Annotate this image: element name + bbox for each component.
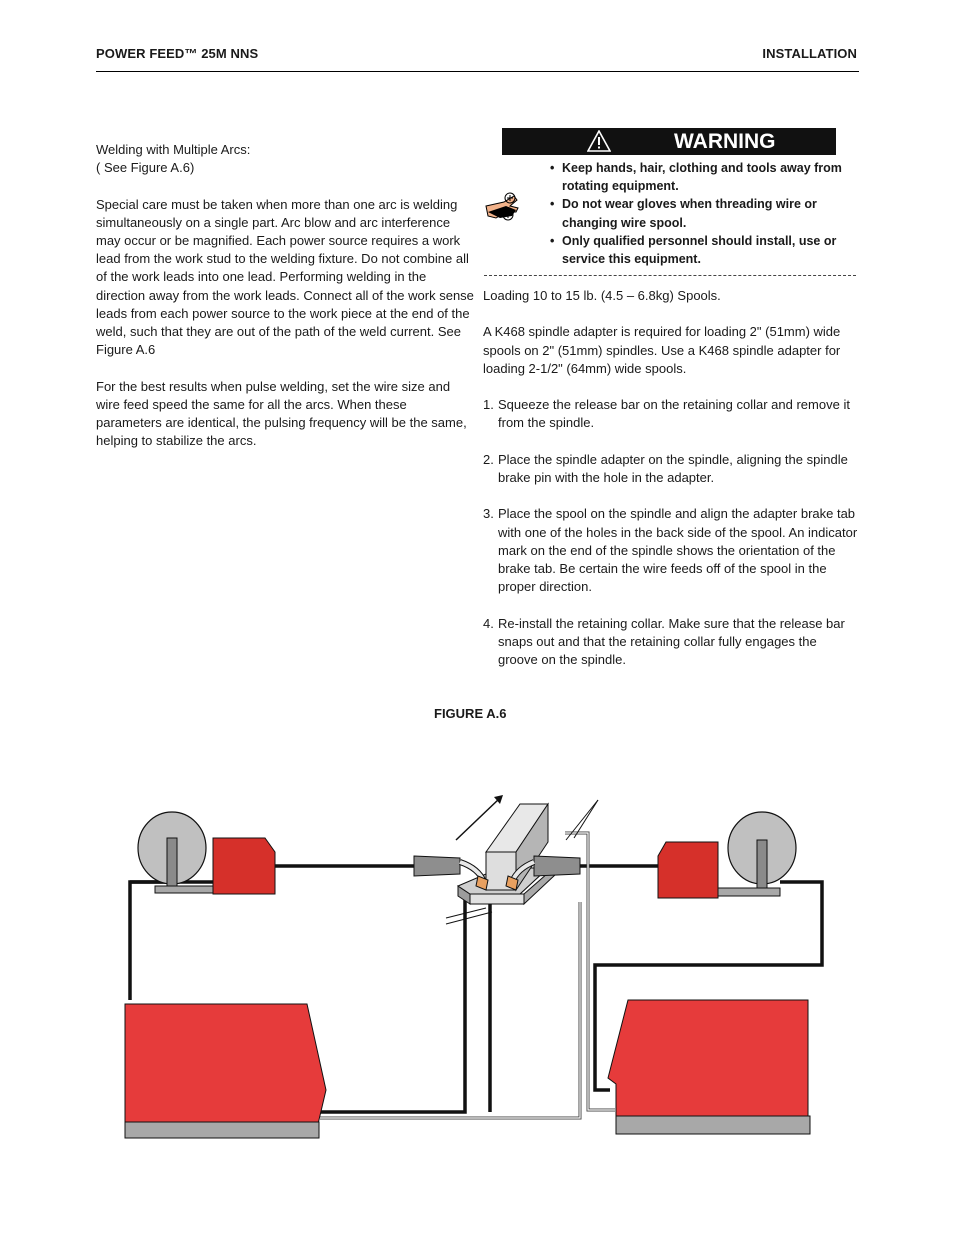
warning-divider (484, 275, 856, 276)
warning-list (550, 159, 858, 268)
left-power-source (125, 1004, 326, 1138)
left-feeder-base (155, 886, 215, 893)
warning-banner (502, 128, 836, 155)
pulse-welding-paragraph: For the best results when pulse welding, set the wire size and wire feed speed the same for all the arcs. When these parameters are identical, the pulsing frequency will be the same, helping to stabilize the arcs. (96, 378, 467, 449)
work-sense-leads (320, 833, 615, 1118)
right-column (483, 287, 859, 687)
warning-title: WARNING (674, 130, 776, 153)
spindle-adapter-paragraph: A K468 spindle adapter is required for loading 2" (51mm) wide spools on 2" (51mm) spindles. Use a K468 spindle adapter for loading 2-1/2" (64mm) wide spools. (483, 324, 841, 376)
warning-item: • Only qualified personnel should install, use or service this equipment. (550, 233, 837, 267)
loading-steps (483, 396, 859, 669)
weld-direction-arrow (456, 795, 503, 840)
figure-title: FIGURE A.6 (434, 706, 507, 721)
left-power-source-base (125, 1122, 319, 1138)
left-feeder-housing (213, 838, 275, 894)
warning-triangle-icon (587, 130, 611, 152)
multiple-arcs-diagram (0, 760, 954, 1160)
gun-cables (130, 866, 662, 882)
right-feeder-housing (658, 842, 718, 898)
header-title: POWER FEED™ 25M NNS (96, 46, 259, 61)
step-item: 2. Place the spindle adapter on the spindle, aligning the spindle brake pin with the hole in the adapter. (483, 451, 848, 485)
right-feeder-base (718, 888, 780, 896)
right-wire-feeder (658, 812, 796, 898)
section-title: Welding with Multiple Arcs: (96, 142, 251, 157)
step-item: 3. Place the spool on the spindle and align the adapter brake tab with one of the holes in the back side of the spool. An indicator mark on the end of the spindle shows the orientation of the brake tab. Be certain the wire feeds off of the spool in the proper direction. (483, 506, 858, 595)
right-power-source (608, 1000, 810, 1134)
rotating-parts-hazard-icon (484, 188, 542, 228)
header-divider (96, 71, 859, 72)
step-item: 4. Re-install the retaining collar. Make sure that the release bar snaps out and that the retaining collar fully engages the groove on the spindle. (483, 615, 845, 667)
warning-item: • Keep hands, hair, clothing and tools away from rotating equipment. (550, 161, 842, 194)
right-power-source-base (616, 1116, 810, 1134)
figure-reference: ( See Figure A.6) (96, 160, 195, 176)
multiple-arcs-paragraph: Special care must be taken when more than one arc is welding simultaneously on a single part. Arc blow and arc interference may occur or be magnified. Each power source requires a work lead from the work stud to the welding fixture. Do not combine all of the work leads into one lead. Performing welding in the direction away from the work leads. Connect all of the work sense leads from each power source to the work piece at the end of the weld, such that they are out of the path of the weld current. See Figure A.6 (96, 196, 474, 358)
spool-loading-heading: Loading 10 to 15 lb. (4.5 – 6.8kg) Spools. (483, 288, 721, 303)
warning-item: • Do not wear gloves when threading wire or changing wire spool. (550, 197, 817, 230)
step-item: 1. Squeeze the release bar on the retaining collar and remove it from the spindle. (483, 397, 850, 431)
workpiece (458, 804, 556, 904)
left-welding-gun (414, 856, 488, 890)
header-section: INSTALLATION (762, 46, 857, 61)
left-column (96, 141, 476, 469)
